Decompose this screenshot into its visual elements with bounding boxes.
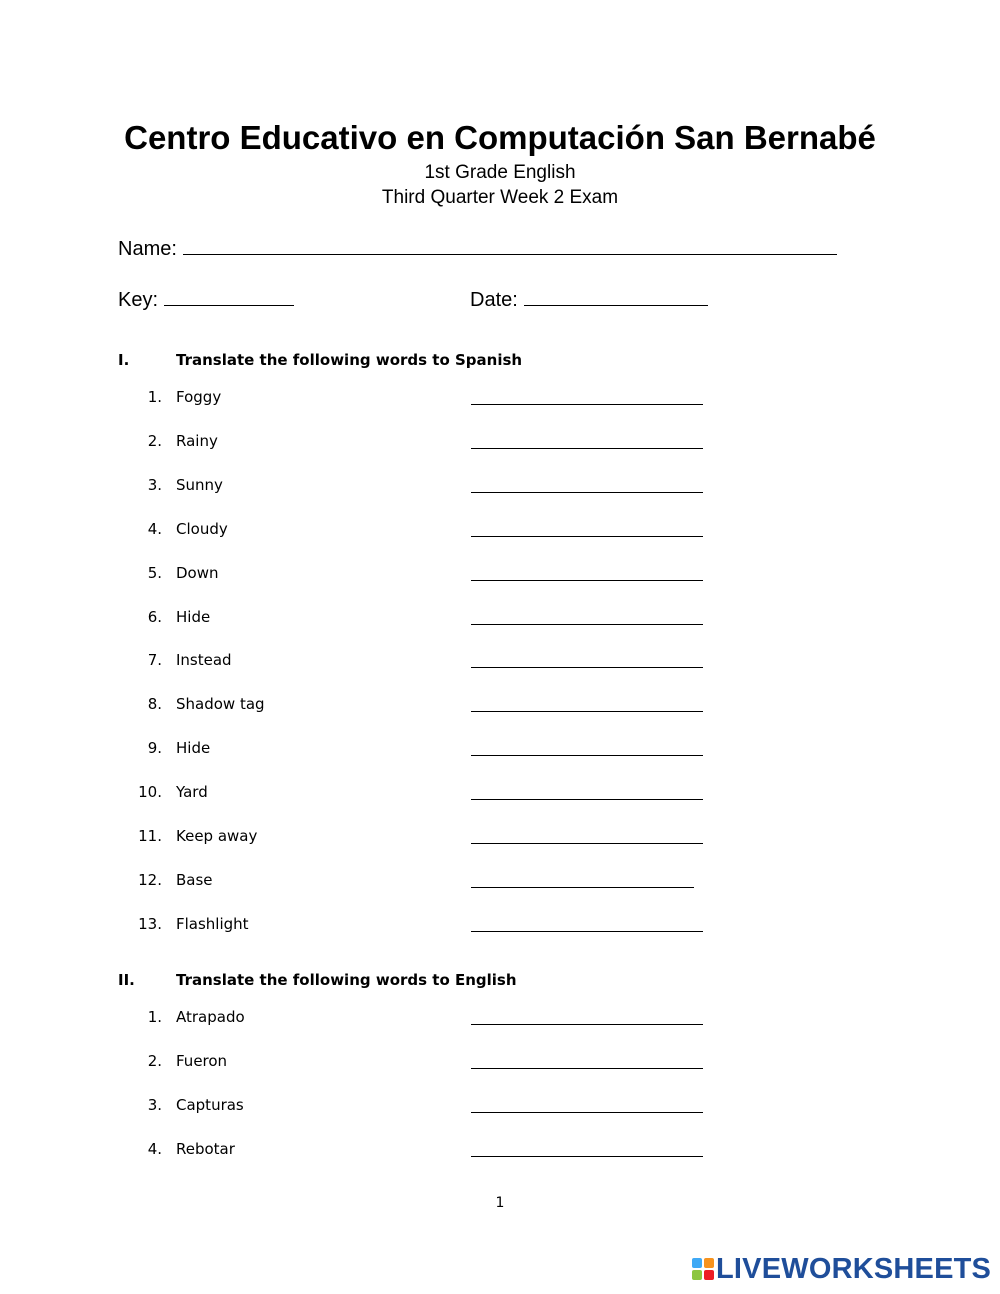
question-number: 6. bbox=[147, 607, 162, 626]
question-number: 10. bbox=[138, 783, 162, 802]
liveworksheets-logo-icon bbox=[692, 1258, 714, 1280]
question-row bbox=[0, 914, 1000, 936]
answer-blank[interactable] bbox=[471, 448, 703, 449]
question-row bbox=[0, 475, 1000, 497]
question-number: 11. bbox=[138, 827, 162, 845]
question-row bbox=[0, 650, 1000, 672]
question-row bbox=[0, 782, 1000, 804]
question-number: 7. bbox=[147, 651, 162, 670]
question-row bbox=[0, 1051, 1000, 1073]
question-row bbox=[0, 607, 1000, 629]
question-word: Capturas bbox=[176, 1095, 244, 1114]
question-number: 1. bbox=[147, 388, 162, 406]
question-word: Rainy bbox=[176, 431, 218, 450]
answer-blank[interactable] bbox=[471, 536, 703, 537]
key-field bbox=[118, 287, 294, 312]
section-1-numeral: I. bbox=[118, 351, 130, 369]
answer-blank[interactable] bbox=[471, 624, 703, 625]
question-number: 2. bbox=[147, 1051, 162, 1070]
question-row bbox=[0, 826, 1000, 848]
grade-subtitle: 1st Grade English bbox=[424, 162, 576, 183]
question-number: 5. bbox=[147, 563, 162, 582]
question-row bbox=[0, 870, 1000, 892]
exam-subtitle: Third Quarter Week 2 Exam bbox=[381, 187, 619, 208]
question-number: 2. bbox=[147, 431, 162, 450]
key-blank[interactable] bbox=[164, 287, 294, 306]
answer-blank[interactable] bbox=[471, 404, 703, 405]
question-row bbox=[0, 431, 1000, 453]
answer-blank[interactable] bbox=[471, 887, 694, 888]
question-word: Base bbox=[176, 870, 213, 889]
question-number: 9. bbox=[147, 739, 162, 758]
question-number: 4. bbox=[147, 519, 162, 538]
answer-blank[interactable] bbox=[471, 755, 703, 756]
answer-blank[interactable] bbox=[471, 667, 703, 668]
question-word: Shadow tag bbox=[176, 695, 265, 714]
question-number: 13. bbox=[138, 914, 162, 933]
answer-blank[interactable] bbox=[471, 1112, 703, 1113]
answer-blank[interactable] bbox=[471, 931, 703, 932]
name-blank[interactable] bbox=[183, 236, 837, 255]
date-blank[interactable] bbox=[524, 287, 708, 306]
question-word: Hide bbox=[176, 607, 211, 626]
section-1-heading: Translate the following words to Spanish bbox=[176, 351, 523, 369]
page-number: 1 bbox=[495, 1195, 505, 1211]
name-label: Name: bbox=[118, 238, 177, 260]
answer-blank[interactable] bbox=[471, 580, 703, 581]
question-word: Rebotar bbox=[176, 1139, 235, 1158]
question-word: Sunny bbox=[176, 475, 223, 494]
question-word: Foggy bbox=[176, 388, 222, 406]
question-row bbox=[0, 1007, 1000, 1029]
school-title: Centro Educativo en Computación San Bernabé bbox=[124, 119, 876, 156]
question-word: Fueron bbox=[176, 1051, 228, 1070]
question-row bbox=[0, 1139, 1000, 1161]
answer-blank[interactable] bbox=[471, 843, 703, 844]
question-number: 12. bbox=[138, 870, 162, 889]
section-2-heading: Translate the following words to English bbox=[176, 971, 517, 989]
question-number: 1. bbox=[147, 1008, 162, 1026]
name-field bbox=[118, 236, 837, 261]
logo-square-4 bbox=[704, 1270, 714, 1280]
question-row bbox=[0, 387, 1000, 409]
question-number: 3. bbox=[147, 475, 162, 494]
question-row bbox=[0, 563, 1000, 585]
question-word: Keep away bbox=[176, 827, 258, 845]
logo-square-1 bbox=[692, 1258, 702, 1268]
answer-blank[interactable] bbox=[471, 1156, 703, 1157]
brand-name: LIVEWORKSHEETS bbox=[716, 1253, 992, 1285]
question-number: 4. bbox=[147, 1139, 162, 1158]
question-word: Instead bbox=[176, 651, 232, 670]
question-word: Down bbox=[176, 563, 219, 582]
answer-blank[interactable] bbox=[471, 799, 703, 800]
question-row bbox=[0, 738, 1000, 760]
question-word: Hide bbox=[176, 739, 211, 758]
question-word: Yard bbox=[176, 783, 208, 802]
question-row bbox=[0, 519, 1000, 541]
question-row bbox=[0, 694, 1000, 716]
question-word: Cloudy bbox=[176, 519, 228, 538]
answer-blank[interactable] bbox=[471, 492, 703, 493]
key-label: Key: bbox=[118, 289, 159, 311]
question-number: 8. bbox=[147, 695, 162, 714]
answer-blank[interactable] bbox=[471, 1068, 703, 1069]
date-field bbox=[470, 287, 708, 312]
question-word: Flashlight bbox=[176, 914, 249, 933]
answer-blank[interactable] bbox=[471, 1024, 703, 1025]
answer-blank[interactable] bbox=[471, 711, 703, 712]
date-label: Date: bbox=[470, 289, 518, 311]
logo-square-3 bbox=[692, 1270, 702, 1280]
section-2-numeral: II. bbox=[118, 971, 135, 989]
question-number: 3. bbox=[147, 1095, 162, 1114]
logo-square-2 bbox=[704, 1258, 714, 1268]
question-word: Atrapado bbox=[176, 1008, 245, 1026]
question-row bbox=[0, 1095, 1000, 1117]
